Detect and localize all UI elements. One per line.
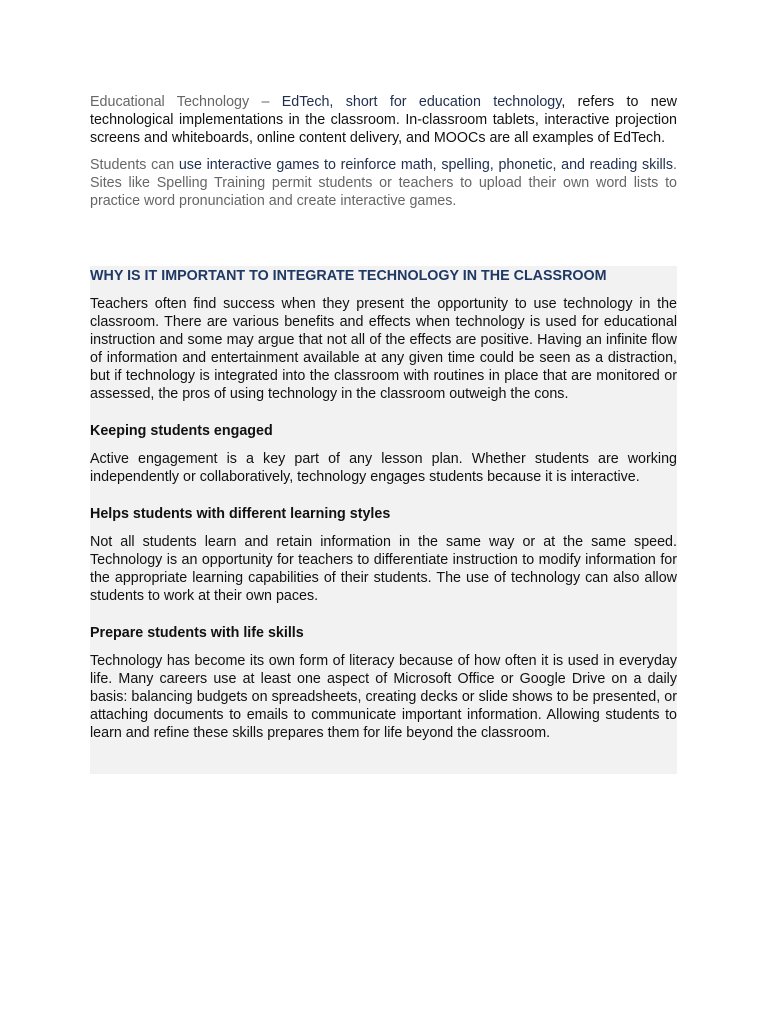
- edtech-text: EdTech, short for: [281, 94, 419, 110]
- interactive-games-link[interactable]: use interactive games to reinforce math, spelling, phonetic, and reading skills: [178, 157, 674, 173]
- subsection-body-engaged: Active engagement is a key part of any lesson plan. Whether students are working independently or collaboratively, technology engages students because it is interactive.: [90, 451, 677, 485]
- intro-paragraph-1: [90, 93, 677, 147]
- intro-block: [90, 93, 677, 210]
- intro-lead-text: Educational Technology –: [90, 94, 282, 110]
- section-intro-paragraph: Teachers often find success when they present the opportunity to use technology in the classroom. There are various benefits and effects when technology is used for educational instruction and some may argue that not all of the effects are positive. Having an infinite flow of information and entertainment available at any given time could be seen as a distraction, but if technology is integrated into the classroom with routines in place that are monitored or assessed, the pros of using technology in the classroom outweigh the cons.: [90, 296, 677, 402]
- subsection-title-engaged: Keeping students engaged: [90, 423, 273, 439]
- intro-paragraph-2: [90, 156, 677, 210]
- students-can-text: Students can: [90, 157, 179, 173]
- subsection-title-life-skills: Prepare students with life skills: [90, 625, 304, 641]
- subsection-body-learning-styles: Not all students learn and retain information in the same way or at the same speed. Technology is an opportunity for teachers to differentiate instruction to modify information for the appropriate learning capabilities of their students. The use of technology can also allow students to work at their own paces.: [90, 534, 677, 604]
- subsection-body-life-skills: Technology has become its own form of literacy because of how often it is used in everyday life. Many careers use at least one aspect of Microsoft Office or Google Drive on a daily basis: balancing budgets on spreadsheets, creating decks or slide shows to be presented, or attaching documents to emails to communicate important information. Allowing students to learn and refine these skills prepares them for life beyond the classroom.: [90, 653, 677, 741]
- intro-paragraph-2-rest: . Sites like Spelling Training permit students or teachers to upload their own word lists to practice word pronunciation and create interactive games.: [90, 157, 677, 209]
- why-important-section: [90, 266, 677, 742]
- education-technology-link[interactable]: education technology: [418, 94, 562, 110]
- intro-paragraph-1-rest: , refers to new technological implementations in the classroom. In-classroom tablets, interactive projection screens and whiteboards, online content delivery, and MOOCs are all examples of EdTech.: [90, 94, 677, 146]
- subsection-title-learning-styles: Helps students with different learning styles: [90, 506, 391, 522]
- section-heading: WHY IS IT IMPORTANT TO INTEGRATE TECHNOLOGY IN THE CLASSROOM: [90, 268, 607, 284]
